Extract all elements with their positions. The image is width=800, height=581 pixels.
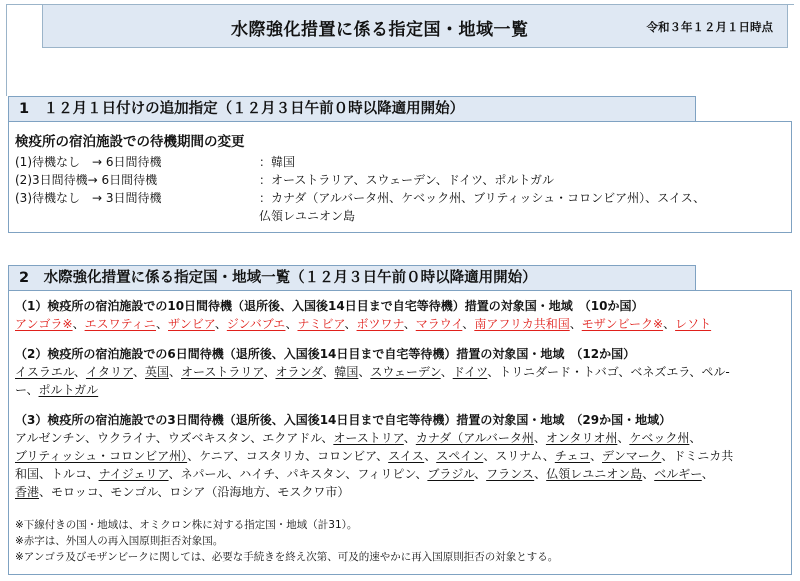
country-item: カナダ（アルバータ州 [415, 431, 534, 445]
country-item: オランダ [275, 365, 323, 379]
country-item: エスワティニ [84, 317, 156, 331]
country-item: ウクライナ [96, 431, 156, 445]
country-item: コロンビア [317, 449, 377, 463]
country-item: トリニダード・トバゴ [499, 365, 619, 379]
footnote: ※赤字は、外国人の再入国原則拒否対象国。 [15, 535, 224, 547]
country-item: ドイツ [452, 365, 488, 379]
change-label: (2)3日間待機→ 6日間待機 [15, 173, 158, 187]
country-item: マラウイ [415, 317, 463, 331]
country-item: ブリティッシュ・コロンビア州） [15, 449, 188, 463]
change-countries: ：韓国 [259, 155, 296, 169]
group1-country-list: アンゴラ※、エスワティニ、ザンビア、ジンバブエ、ナミビア、ボツワナ、マラウイ、南アフリカ共和国、モザンビーク※、レソト [15, 317, 712, 331]
group2-country-list-cont: ー、ポルトガル [15, 383, 99, 397]
country-item: フランス [486, 467, 535, 481]
country-item: モンゴル [110, 485, 158, 499]
change-countries-continued: 仏領レユニオン島 [259, 209, 356, 223]
country-item: 英国 [145, 365, 170, 379]
country-item: ケニア [199, 449, 234, 463]
country-item: ロシア（沿海地方、モスクワ市） [169, 485, 350, 499]
country-item: ポルトガル [38, 383, 99, 397]
group3-country-list-cont: 香港、モロッコ、モンゴル、ロシア（沿海地方、モスクワ市） [15, 485, 350, 499]
section1-subtitle: 検疫所の宿泊施設での待機期間の変更 [15, 134, 245, 150]
country-item: オーストリア [333, 431, 404, 445]
group2-title: （2）検疫所の宿泊施設での6日間待機（退所後、入国後14日目まで自宅等待機）措置の対象国・地域 （12か国） [15, 347, 636, 361]
country-item: チェコ [554, 449, 590, 463]
section1-heading: 1 １２月１日付けの追加指定（１２月３日午前０時以降適用開始） [8, 96, 696, 122]
as-of-date: 令和３年１２月１日時点 [646, 20, 773, 34]
country-item: ウズベキスタン [167, 431, 251, 445]
country-item: コスタリカ [245, 449, 306, 463]
country-item: ドミニカ共 [673, 449, 734, 463]
country-item: ボツワナ [356, 317, 404, 331]
country-item: ケベック州 [629, 431, 690, 445]
country-item: 南アフリカ共和国 [474, 317, 570, 331]
country-item: ベネズエラ [630, 365, 690, 379]
section2-heading: 2 水際強化措置に係る指定国・地域一覧（１２月３日午前０時以降適用開始） [8, 265, 696, 291]
country-item: スペイン [436, 449, 484, 463]
country-item: ナイジェリア [98, 467, 169, 481]
country-item: オーストラリア [181, 365, 264, 379]
country-item: ジンバブエ [226, 317, 286, 331]
change-label: (1)待機なし → 6日間待機 [15, 155, 162, 169]
country-item: イスラエル [15, 365, 74, 379]
country-item: アンゴラ※ [15, 317, 73, 331]
country-item: ー [15, 383, 27, 397]
group3-country-list: アルゼンチン、ウクライナ、ウズベキスタン、エクアドル、オーストリア、カナダ（アルバータ州、オンタリオ州、ケベック州、 [15, 431, 702, 445]
change-countries: ：カナダ（アルバータ州、ケベック州、ブリティッシュ・コロンビア州）、スイス、 [259, 191, 706, 205]
country-item: イタリア [85, 365, 133, 379]
country-item: スウェーデン [370, 365, 441, 379]
country-item: ベルギー [654, 467, 702, 481]
group3-country-list-cont: ブリティッシュ・コロンビア州）、ケニア、コスタリカ、コロンビア、スイス、スペイン、スリナム、チェコ、デンマーク、ドミニカ共 [15, 449, 734, 463]
country-item: ハイチ [239, 467, 275, 481]
country-item: アルゼンチン [15, 431, 85, 445]
change-label: (3)待機なし → 3日間待機 [15, 191, 162, 205]
country-item: スリナム [495, 449, 543, 463]
country-item: 韓国 [334, 365, 359, 379]
country-item: ペル- [701, 365, 730, 379]
title-banner [42, 4, 788, 48]
country-item: ネパール [180, 467, 228, 481]
country-item: スイス [388, 449, 425, 463]
group1-title: （1）検疫所の宿泊施設での10日間待機（退所後、入国後14日目まで自宅等待機）措置の対象国・地域 （10か国） [15, 299, 644, 313]
left-rule [6, 4, 7, 96]
change-row [15, 189, 705, 206]
country-item: モロッコ [51, 485, 99, 499]
country-item: フィリピン [357, 467, 416, 481]
country-item: 和国 [15, 467, 40, 481]
country-item: ブラジル [427, 467, 475, 481]
group2-country-list: イスラエル、イタリア、英国、オーストラリア、オランダ、韓国、スウェーデン、ドイツ、トリニダード・トバゴ、ベネズエラ、ペル- [15, 365, 730, 379]
page-title: 水際強化措置に係る指定国・地域一覧 [231, 20, 529, 40]
change-countries: ：オーストラリア、スウェーデン、ドイツ、ポルトガル [259, 173, 554, 187]
section1-panel [8, 121, 792, 233]
country-item: モザンビーク※ [581, 317, 664, 331]
section2-panel [8, 290, 792, 575]
group3-country-list-cont: 和国、トルコ、ナイジェリア、ネパール、ハイチ、パキスタン、フィリピン、ブラジル、フランス、仏領レユニオン島、ベルギー、 [15, 467, 714, 481]
country-item: ザンビア [168, 317, 215, 331]
country-item: 仏領レユニオン島 [546, 467, 643, 481]
change-row [15, 171, 554, 188]
footnote: ※下線付きの国・地域は、オミクロン株に対する指定国・地域（計31）。 [15, 519, 358, 531]
change-row [15, 153, 295, 170]
country-item: 香港 [15, 485, 40, 499]
country-item: ナミビア [297, 317, 345, 331]
group3-title: （3）検疫所の宿泊施設での3日間待機（退所後、入国後14日目まで自宅等待機）措置の対象国・地域 （29か国・地域） [15, 413, 672, 427]
country-item: パキスタン [286, 467, 346, 481]
footnote: ※アンゴラ及びモザンビークに関しては、必要な手続きを終え次第、可及的速やかに再入国原則拒否の対象とする。 [15, 551, 559, 563]
country-item: デンマーク [602, 449, 662, 463]
country-item: エクアドル [262, 431, 322, 445]
country-item: オンタリオ州 [545, 431, 618, 445]
country-item: レソト [675, 317, 712, 331]
country-item: トルコ [51, 467, 87, 481]
